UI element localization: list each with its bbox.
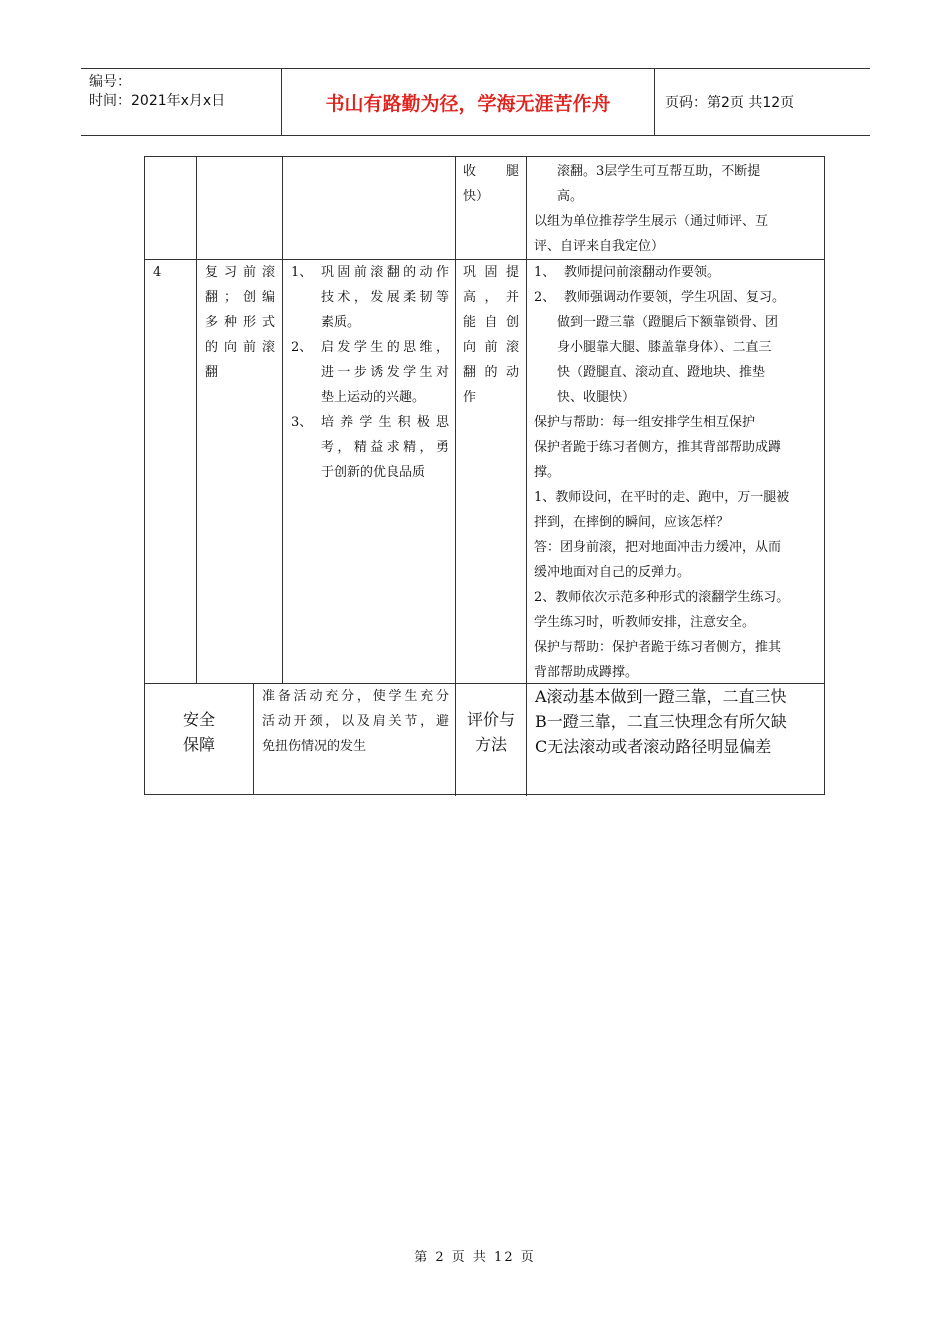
key-line: 翻的动 (463, 365, 519, 380)
goal-number: 2、 (291, 340, 313, 355)
header-time: 时间：2021年x月x日 (89, 93, 226, 109)
method-line: 撑。 (534, 465, 561, 480)
cont-key-line: 收 腿 (463, 164, 519, 179)
safety-label-line: 安全 (182, 710, 215, 729)
content-line: 复习前滚 (205, 265, 275, 280)
eval-label-line: 方法 (474, 735, 507, 754)
key-line: 高，并 (463, 290, 519, 305)
col-divider (455, 157, 456, 796)
method-line: 背部帮助成蹲撑。 (534, 665, 639, 680)
method-line: 快、收腿快） (557, 390, 636, 405)
cont-method-line: 以组为单位推荐学生展示（通过师评、互 (534, 214, 769, 229)
cont-method-line: 滚翻。3层学生可互帮互助，不断提 (557, 164, 761, 179)
page-footer: 第 2 页 共 12 页 (414, 1250, 536, 1265)
cont-method-cell (534, 159, 818, 259)
content-line: 多种形式 (205, 315, 275, 330)
goal-line: 培养学生积极思 (321, 415, 449, 430)
safety-line: 免扭伤情况的发生 (262, 739, 367, 754)
goal-line: 技术，发展柔韧等 (321, 290, 449, 305)
key-line: 巩固提 (463, 265, 519, 280)
key-line: 作 (463, 390, 477, 405)
col-divider (253, 683, 254, 795)
goal-number: 1、 (291, 265, 313, 280)
method-line: 保护者跪于练习者侧方，推其背部帮助成蹲 (534, 440, 782, 455)
safety-label (145, 707, 253, 757)
cont-key-line: 快） (463, 189, 490, 204)
key-line: 能自创 (463, 315, 519, 330)
goal-line: 进一步诱发学生对 (321, 365, 449, 380)
col-divider (282, 157, 283, 683)
method-text: 教师提问前滚翻动作要领。 (564, 265, 721, 280)
methods-cell (534, 260, 820, 685)
goal-number: 3、 (291, 415, 313, 430)
goal-line: 素质。 (321, 315, 361, 330)
eval-criteria (535, 684, 821, 759)
goal-item (291, 335, 449, 410)
lesson-table (144, 156, 825, 795)
goal-line: 启发学生的思维， (321, 340, 449, 355)
safety-label-line: 保障 (182, 735, 215, 754)
eval-label-line: 评价与 (466, 710, 515, 729)
goal-line: 巩固前滚翻的动作 (321, 265, 449, 280)
key-points-cell (463, 260, 519, 410)
eval-line: C无法滚动或者滚动路径明显偏差 (535, 737, 772, 756)
method-line: 2、教师依次示范多种形式的滚翻学生练习。 (534, 590, 790, 605)
safety-line: 活动开颈，以及肩关节，避 (262, 714, 449, 729)
page-header (81, 68, 870, 136)
goal-item (291, 410, 449, 485)
safety-text (262, 684, 449, 759)
goal-line: 考，精益求精，勇 (321, 440, 449, 455)
method-line: 身小腿靠大腿、膝盖靠身体）、二直三 (557, 340, 772, 355)
method-line: 缓冲地面对自己的反弹力。 (534, 565, 691, 580)
key-line: 向前滚 (463, 340, 519, 355)
eval-label (456, 707, 526, 757)
method-line: 学生练习时，听教师安排，注意安全。 (534, 615, 756, 630)
goals-cell (291, 260, 449, 485)
method-line: 保护与帮助：每一组安排学生相互保护 (534, 415, 756, 430)
method-line: 做到一蹬三靠（蹬腿后下额靠锁骨、团 (557, 315, 779, 330)
goal-item (291, 260, 449, 335)
row-number: 4 (153, 265, 162, 280)
header-bianhao: 编号： (89, 74, 131, 90)
method-line: 保护与帮助：保护者跪于练习者侧方，推其 (534, 640, 782, 655)
method-text: 教师强调动作要领，学生巩固、复习。 (564, 290, 786, 305)
method-number: 1、 (534, 265, 556, 280)
eval-line: B一蹬三靠，二直三快理念有所欠缺 (535, 712, 787, 731)
header-page-info: 页码：第2页 共12页 (665, 95, 795, 111)
goal-line: 垫上运动的兴趣。 (321, 390, 426, 405)
content-cell (205, 260, 275, 385)
header-meta (81, 69, 281, 135)
safety-line: 准备活动充分，使学生充分 (262, 689, 449, 704)
col-divider (196, 157, 197, 683)
content-line: 的向前滚 (205, 340, 275, 355)
method-line: 拌到，在摔倒的瞬间，应该怎样？ (534, 515, 730, 530)
method-item (534, 285, 820, 310)
method-number: 2、 (534, 290, 556, 305)
content-line: 翻；创编 (205, 290, 275, 305)
cont-method-line: 评、自评来自我定位） (534, 239, 665, 254)
method-item (534, 260, 820, 285)
method-line: 快（蹬腿直、滚动直、蹬地块、推垫 (557, 365, 766, 380)
method-line: 1、教师设问，在平时的走、跑中，万一腿被 (534, 490, 790, 505)
content-line: 翻 (205, 365, 219, 380)
cont-method-line: 高。 (557, 189, 584, 204)
col-divider (526, 157, 527, 796)
cont-key-cell (463, 159, 519, 209)
eval-line: A滚动基本做到一蹬三靠，二直三快 (535, 687, 787, 706)
goal-line: 于创新的优良品质 (321, 465, 426, 480)
method-line: 答：团身前滚，把对地面冲击力缓冲，从而 (534, 540, 782, 555)
header-motto: 书山有路勤为径，学海无涯苦作舟 (281, 69, 655, 135)
